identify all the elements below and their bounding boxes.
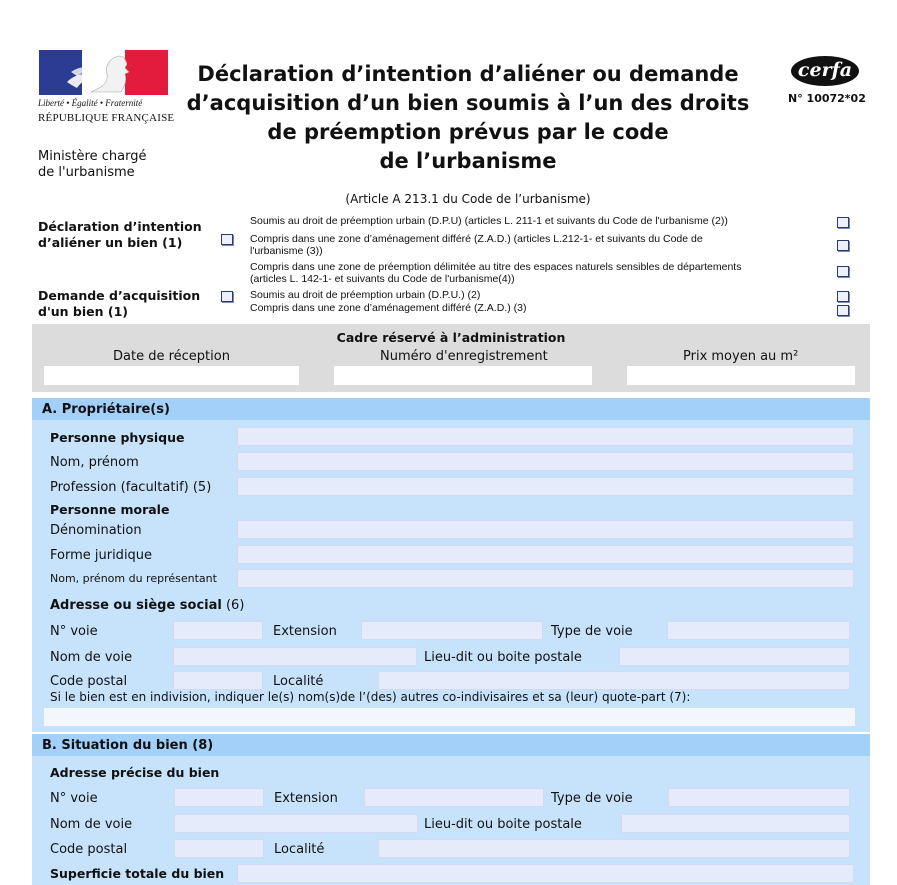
decl-opt1-checkbox[interactable] [837,217,849,228]
dem-opt2-checkbox[interactable] [837,305,849,316]
admin-numero-label: Numéro d'enregistrement [380,349,548,364]
marianne-logo [39,50,168,95]
motto: Liberté • Égalité • Fraternité [38,98,143,108]
b-label-no-voie: N° voie [50,791,98,806]
a-lieu-dit-field[interactable] [619,647,850,666]
a-nom-voie-field[interactable] [173,647,417,666]
a-localite-field[interactable] [378,671,850,690]
label-nom-prenom: Nom, prénom [50,455,139,470]
decl-opt2-text-1: Compris dans une zone d’aménagement différé (Z.A.D.) (articles L.212-1- et suivants du Code de [250,233,703,245]
decl-opt3-text-1: Compris dans une zone de préemption délimitée au titre des espaces naturels sensibles de départements [250,261,742,273]
label-profession: Profession (facultatif) (5) [50,480,212,495]
admin-prix-field[interactable] [627,366,855,385]
b-label-extension: Extension [274,791,338,806]
article-reference: (Article A 213.1 du Code de l’urbanisme) [345,192,591,206]
admin-numero-field[interactable] [334,366,592,385]
a-code-postal-field[interactable] [173,671,263,690]
section-b-title: B. Situation du bien (8) [42,738,214,753]
forme-juridique-field[interactable] [237,545,854,564]
demande-label-2: d'un bien (1) [38,304,129,319]
declaration-checkbox[interactable] [221,234,233,245]
label-adresse-siege [50,598,244,613]
a-type-voie-field[interactable] [667,621,850,640]
b-lieu-dit-field[interactable] [621,814,850,833]
profession-field[interactable] [237,477,854,496]
title-line-3: de préemption prévus par le code [267,120,669,144]
a-label-no-voie: N° voie [50,624,98,639]
declaration-label-2: d’aliéner un bien (1) [38,235,183,250]
b-label-nom-voie: Nom de voie [50,817,133,832]
label-denomination: Dénomination [50,523,142,538]
b-no-voie-field[interactable] [174,788,264,807]
demande-label-1: Demande d’acquisition [38,288,201,303]
b-code-postal-field[interactable] [174,839,264,858]
nom-prenom-field[interactable] [237,452,854,471]
b-localite-field[interactable] [378,839,850,858]
adresse-siege-note: (6) [221,598,245,613]
title-line-1: Déclaration d’intention d’aliéner ou demande [197,62,739,86]
republic-name: RÉPUBLIQUE FRANÇAISE [38,112,175,124]
label-indivision: Si le bien est en indivision, indiquer le(s) nom(s)de l’(des) autres co-indivisaires et sa (leur) quote-part (7): [50,690,691,704]
decl-opt1-text: Soumis au droit de préemption urbain (D.P.U) (articles L. 211-1 et suivants du Code de l'urbanisme (2)) [250,215,728,227]
decl-opt2-text-2: l'urbanisme (3)) [250,245,323,257]
admin-reception-label: Date de réception [113,349,230,364]
b-label-code-postal: Code postal [50,842,128,857]
denomination-field[interactable] [237,520,854,539]
superficie-field[interactable] [237,864,854,883]
a-label-code-postal: Code postal [50,674,128,689]
admin-reception-field[interactable] [44,366,299,385]
marianne-profile-icon [61,52,151,95]
decl-opt2-checkbox[interactable] [837,240,849,251]
b-extension-field[interactable] [364,788,544,807]
title-line-2: d’acquisition d’un bien soumis à l’un des droits [186,91,750,115]
a-no-voie-field[interactable] [173,621,263,640]
ministry-line1: Ministère chargé [38,149,147,164]
dem-opt1-checkbox[interactable] [837,291,849,302]
admin-title: Cadre réservé à l’administration [336,330,566,345]
cerfa-number: N° 10072*02 [788,92,866,105]
a-label-lieu-dit: Lieu-dit ou boite postale [424,650,582,665]
label-forme-juridique: Forme juridique [50,548,153,563]
a-label-type-voie: Type de voie [551,624,633,639]
label-representant: Nom, prénom du représentant [50,572,217,585]
label-adresse-bien: Adresse précise du bien [50,765,220,780]
label-personne-physique: Personne physique [50,430,185,445]
b-nom-voie-field[interactable] [174,814,418,833]
label-personne-morale: Personne morale [50,502,170,517]
declaration-label-1: Déclaration d’intention [38,219,202,234]
a-label-extension: Extension [273,624,337,639]
dem-opt2-text: Compris dans une zone d’aménagement différé (Z.A.D.) (3) [250,302,527,314]
a-extension-field[interactable] [361,621,543,640]
representant-field[interactable] [237,569,854,588]
admin-prix-label: Prix moyen au m² [683,349,799,364]
indivision-field[interactable] [44,708,855,726]
personne-physique-field[interactable] [237,427,854,446]
adresse-siege-bold: Adresse ou siège social [50,598,222,613]
demande-checkbox[interactable] [221,291,233,302]
b-label-type-voie: Type de voie [551,791,633,806]
decl-opt3-text-2: (articles L. 142-1- et suivants du Code de l'urbanisme(4)) [250,273,515,285]
section-a-title: A. Propriétaire(s) [42,402,170,417]
a-label-nom-voie: Nom de voie [50,650,133,665]
cerfa-logo: cerfa [791,56,859,86]
a-label-localite: Localité [273,674,324,689]
ministry-line2: de l'urbanisme [38,165,135,180]
b-label-localite: Localité [274,842,325,857]
b-type-voie-field[interactable] [668,788,850,807]
title-line-4: de l’urbanisme [379,149,557,173]
dem-opt1-text: Soumis au droit de préemption urbain (D.P.U.) (2) [250,289,481,301]
decl-opt3-checkbox[interactable] [837,266,849,277]
page-title [178,60,758,176]
label-superficie: Superficie totale du bien [50,866,225,881]
b-label-lieu-dit: Lieu-dit ou boite postale [424,817,582,832]
